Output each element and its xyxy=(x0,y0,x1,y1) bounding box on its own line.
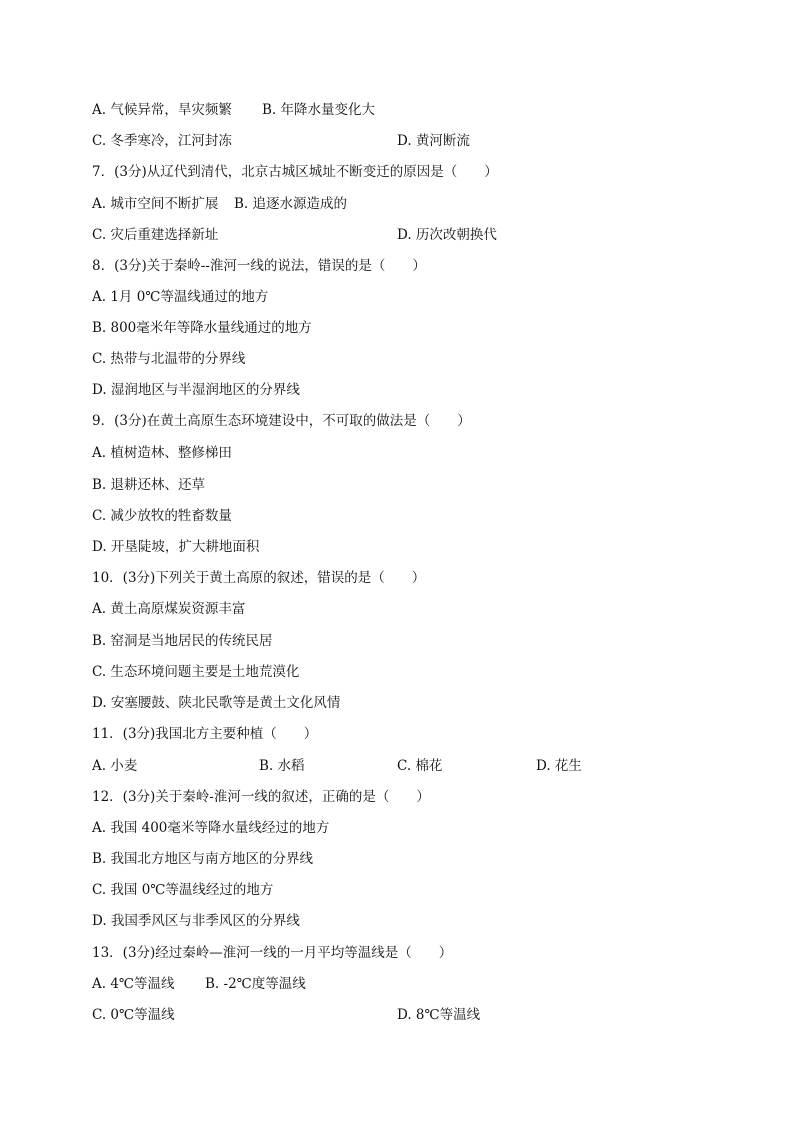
q8-stem: 8．(3分)关于秦岭--淮河一线的说法，错误的是（ ） xyxy=(92,258,426,274)
q6-option-a: A. 气候异常，旱灾频繁 xyxy=(92,102,232,118)
q12-stem: 12．(3分)关于秦岭-淮河一线的叙述，正确的是（ ） xyxy=(92,789,430,805)
q12-option-c: C. 我国 0℃等温线经过的地方 xyxy=(92,882,274,898)
q10-stem: 10．(3分)下列关于黄土高原的叙述，错误的是（ ） xyxy=(92,570,426,586)
q10-option-d: D. 安塞腰鼓、陕北民歌等是黄土文化风情 xyxy=(92,695,341,711)
q8-option-d: D. 湿润地区与半湿润地区的分界线 xyxy=(92,382,300,398)
q10-option-c: C. 生态环境问题主要是土地荒漠化 xyxy=(92,664,300,680)
q13-stem: 13．(3分)经过秦岭—淮河一线的一月平均等温线是（ ） xyxy=(92,945,453,961)
q9-option-b: B. 退耕还林、还草 xyxy=(92,477,206,493)
q7-stem: 7．(3分)从辽代到清代，北京古城区城址不断变迁的原因是（ ） xyxy=(92,164,498,180)
q11-option-c: C. 棉花 xyxy=(397,758,443,774)
q13-option-b: B. -2℃度等温线 xyxy=(205,976,306,992)
q9-option-c: C. 减少放牧的牲畜数量 xyxy=(92,508,232,524)
q11-stem: 11．(3分)我国北方主要种植（ ） xyxy=(92,726,318,742)
q9-option-a: A. 植树造林、整修梯田 xyxy=(92,445,232,461)
q6-option-d: D. 黄河断流 xyxy=(397,133,470,149)
q11-option-a: A. 小麦 xyxy=(92,758,138,774)
q6-option-c: C. 冬季寒冷，江河封冻 xyxy=(92,133,232,149)
q9-stem: 9．(3分)在黄土高原生态环境建设中，不可取的做法是（ ） xyxy=(92,413,471,429)
q7-option-b: B. 追逐水源造成的 xyxy=(234,196,348,212)
q12-option-a: A. 我国 400毫米等降水量线经过的地方 xyxy=(92,820,330,836)
q11-option-b: B. 水稻 xyxy=(259,758,305,774)
q7-option-a: A. 城市空间不断扩展 xyxy=(92,196,219,212)
q13-option-c: C. 0℃等温线 xyxy=(92,1007,175,1023)
q9-option-d: D. 开垦陡坡，扩大耕地面积 xyxy=(92,539,260,555)
q13-option-a: A. 4℃等温线 xyxy=(92,976,175,992)
q7-option-d: D. 历次改朝换代 xyxy=(397,227,497,243)
q13-option-d: D. 8℃等温线 xyxy=(397,1007,481,1023)
q8-option-b: B. 800毫米年等降水量线通过的地方 xyxy=(92,320,312,336)
q8-option-c: C. 热带与北温带的分界线 xyxy=(92,351,246,367)
q10-option-a: A. 黄土高原煤炭资源丰富 xyxy=(92,601,246,617)
q7-option-c: C. 灾后重建选择新址 xyxy=(92,227,219,243)
q11-option-d: D. 花生 xyxy=(536,758,582,774)
q10-option-b: B. 窑洞是当地居民的传统民居 xyxy=(92,633,273,649)
q12-option-b: B. 我国北方地区与南方地区的分界线 xyxy=(92,851,314,867)
q6-option-b: B. 年降水量变化大 xyxy=(262,102,376,118)
q8-option-a: A. 1月 0℃等温线通过的地方 xyxy=(92,289,269,305)
q12-option-d: D. 我国季风区与非季风区的分界线 xyxy=(92,913,300,929)
